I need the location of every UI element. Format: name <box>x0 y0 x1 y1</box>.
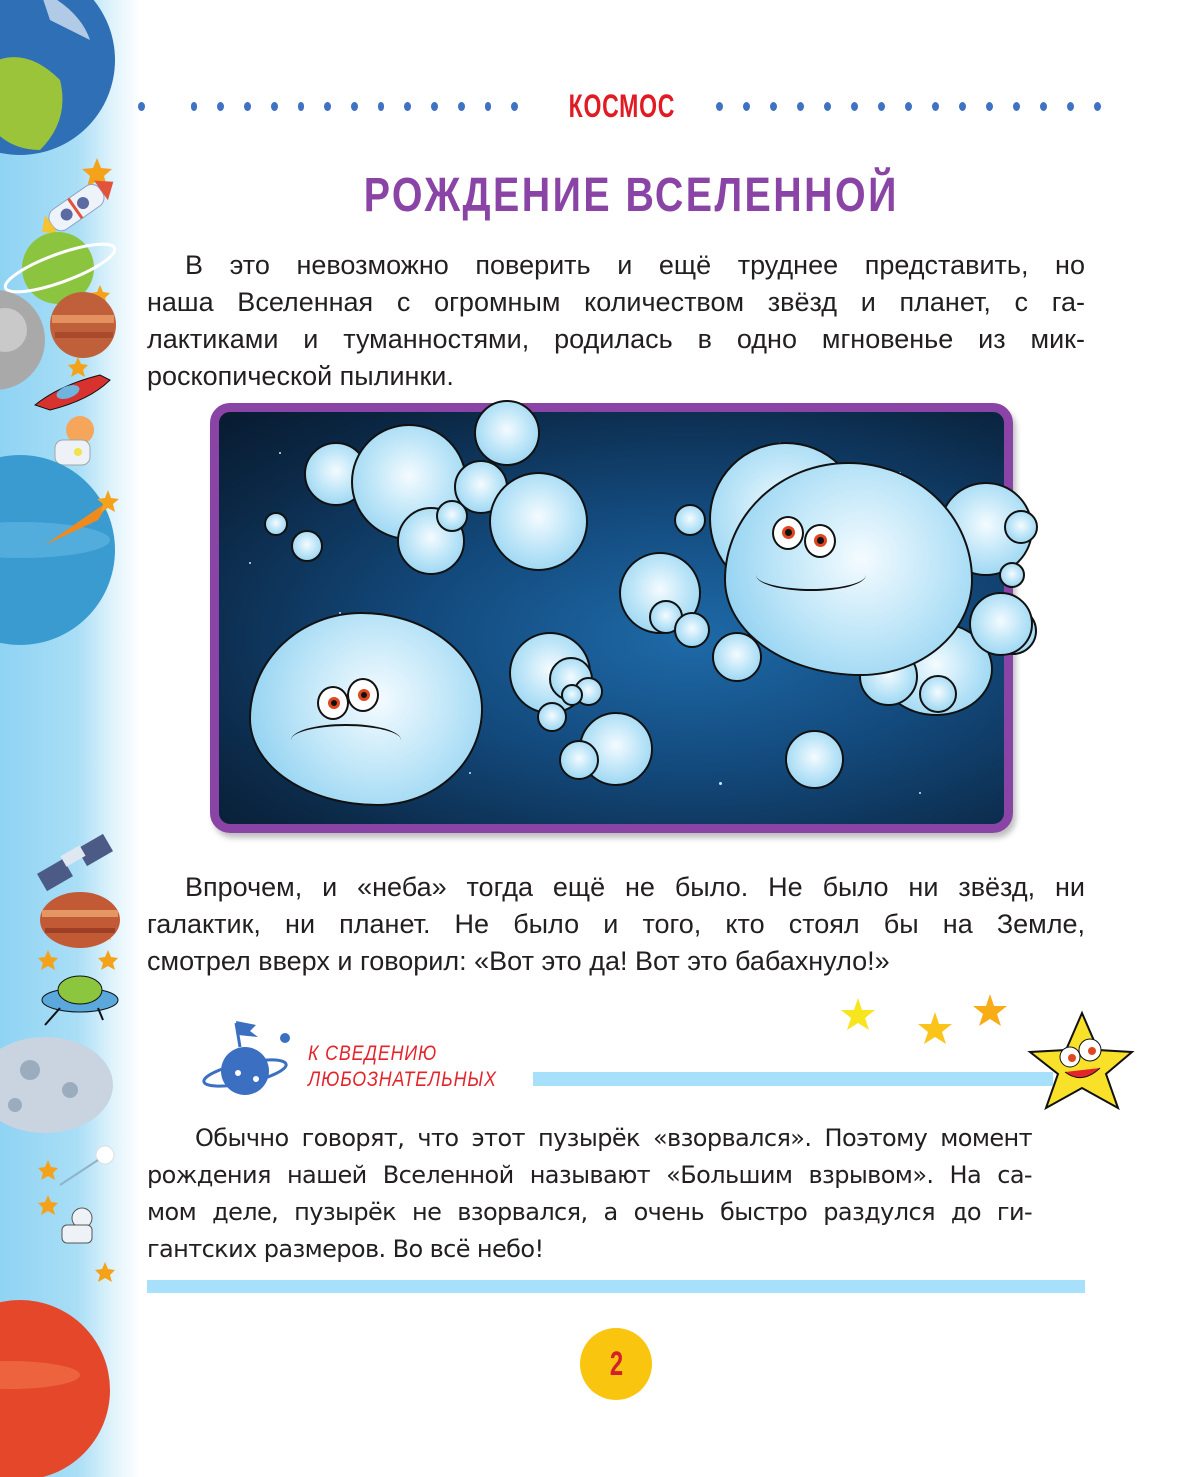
paragraph-line: мом деле, пузырёк не взорвался, а очень быстро раздулся до ги- <box>147 1198 1032 1226</box>
paragraph-line: наша Вселенная с огромным количеством звёзд и планет, с га- <box>147 287 1085 317</box>
planet-flag-icon <box>200 1013 310 1098</box>
paragraph-line: роскопической пылинки. <box>147 361 454 391</box>
red-planet-icon <box>0 1300 110 1477</box>
left-dots-divider <box>138 102 538 111</box>
cratered-moon-icon <box>0 1037 113 1133</box>
eye-icon <box>347 678 379 712</box>
info-box-header <box>200 1013 1100 1103</box>
blue-planet-icon <box>0 455 115 645</box>
paragraph-line: галактик, ни планет. Не было и того, кто стоял бы на Земле, <box>147 909 1085 939</box>
paragraph-line: Впрочем, и «неба» тогда ещё не было. Не было ни звёзд, ни <box>185 872 1085 902</box>
earth-icon <box>0 0 115 155</box>
comet-icon <box>60 1146 114 1185</box>
paragraph-line: В это невозможно поверить и ещё труднее представить, но <box>185 250 1085 280</box>
eye-icon <box>804 524 836 558</box>
second-paragraph <box>147 869 1085 980</box>
section-label: КОСМОС <box>568 87 676 124</box>
paragraph-line: Обычно говорят, что этот пузырёк «взорвался». Поэтому момент <box>195 1124 1032 1152</box>
small-astronaut-icon <box>62 1208 92 1243</box>
paragraph-line: смотрел вверх и говорил: «Вот это да! Вот это бабахнуло!» <box>147 946 890 976</box>
bubble-character-left <box>249 612 483 806</box>
astronaut-icon <box>55 416 94 465</box>
intro-paragraph <box>147 247 1085 395</box>
section-header <box>138 86 1098 126</box>
bubble-characters-illustration <box>210 403 1013 833</box>
info-box-label: К СВЕДЕНИЮ ЛЮБОЗНАТЕЛЬНЫХ <box>308 1042 497 1091</box>
paragraph-line: рождения нашей Вселенной называют «Большим взрывом». На са- <box>147 1161 1032 1189</box>
eye-icon <box>317 686 349 720</box>
info-box-text <box>147 1120 1032 1268</box>
eye-icon <box>772 516 804 550</box>
paragraph-line: гантских размеров. Во всё небо! <box>147 1235 544 1263</box>
page-title: РОЖДЕНИЕ ВСЕЛЕННОЙ <box>363 169 900 222</box>
page-number-badge: 2 <box>580 1328 652 1400</box>
ufo-icon <box>42 976 118 1025</box>
satellite-icon <box>37 834 113 891</box>
grey-moon-icon <box>0 290 45 390</box>
info-header-bar <box>533 1072 1053 1086</box>
paragraph-line: лактиками и туманностями, родилась в одно мгновенье из мик- <box>147 324 1085 354</box>
red-spaceship-icon <box>35 375 110 410</box>
jupiter-icon <box>50 292 116 358</box>
right-dots-divider <box>716 102 1101 111</box>
info-bottom-bar <box>147 1280 1085 1293</box>
